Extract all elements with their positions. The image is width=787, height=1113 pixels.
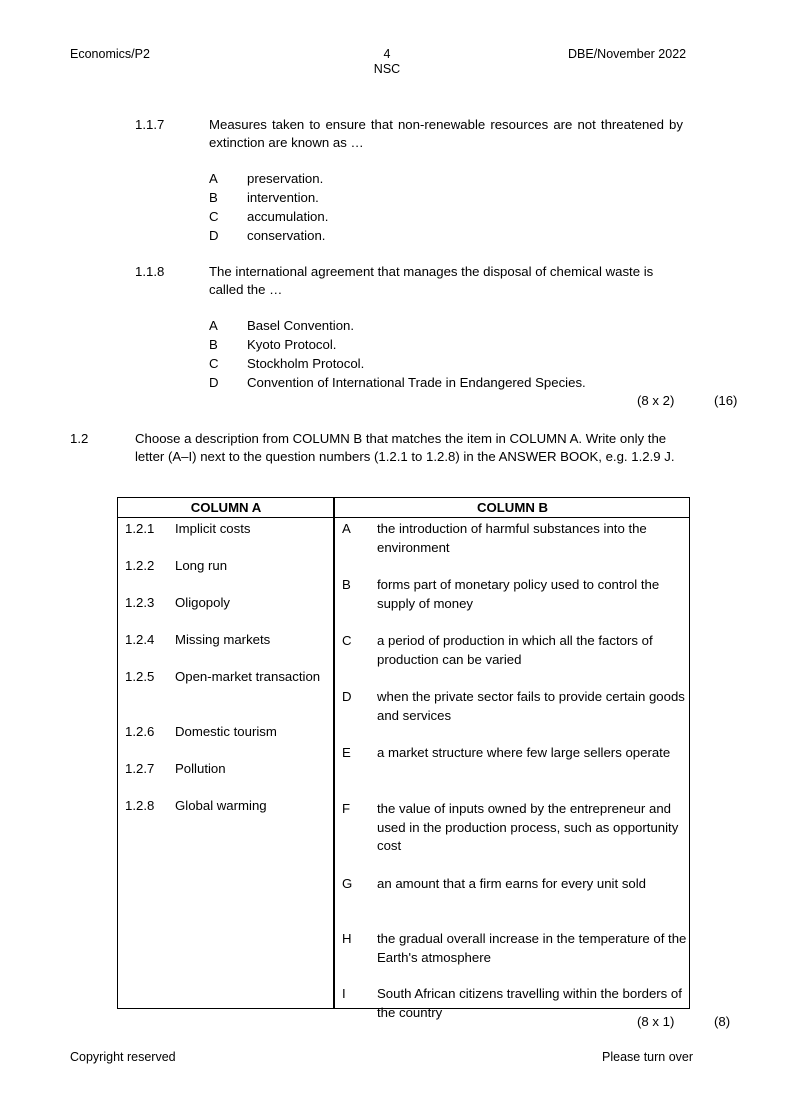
marks-calculation-1-1: (8 x 2) [637, 393, 675, 408]
option-text-e: a market structure where few large sellers operate [377, 745, 671, 760]
item-number-1-2-7: 1.2.7 [125, 761, 155, 776]
item-text-1-2-7: Pollution [175, 761, 226, 776]
column-b-body [335, 519, 689, 1020]
option-text-b: forms part of monetary policy used to control the supply of money [377, 577, 660, 611]
matching-table [117, 497, 690, 1020]
item-number-1-2-5: 1.2.5 [125, 669, 155, 684]
option-letter-1-1-8-c: C [209, 356, 219, 371]
option-text-1-1-8-d: Convention of International Trade in Endangered Species. [247, 375, 586, 390]
option-letter-1-1-8-d: D [209, 375, 219, 390]
header-paper-info: DBE/November 2022 [568, 47, 687, 61]
option-letter-e: E [342, 745, 351, 760]
option-text-1-1-7-a: preservation. [247, 171, 324, 186]
option-letter-1-1-7-d: D [209, 228, 219, 243]
option-text-1-1-8-b: Kyoto Protocol. [247, 337, 337, 352]
item-text-1-2-6: Domestic tourism [175, 724, 277, 739]
option-text-i: South African citizens travelling within the borders of the country [377, 986, 682, 1020]
option-letter-d: D [342, 689, 352, 704]
option-letter-1-1-7-a: A [209, 171, 218, 186]
question-number-1-1-8: 1.1.8 [135, 264, 165, 279]
option-text-g: an amount that a firm earns for every unit sold [377, 876, 647, 891]
question-stem-1-1-8: The international agreement that manages the disposal of chemical waste is called the … [209, 264, 654, 297]
item-number-1-2-4: 1.2.4 [125, 632, 155, 647]
option-letter-b: B [342, 577, 351, 592]
option-letter-1-1-8-b: B [209, 337, 218, 352]
option-text-1-1-7-c: accumulation. [247, 209, 329, 224]
option-text-h: the gradual overall increase in the temperature of the Earth's atmosphere [377, 931, 687, 965]
footer-copyright: Copyright reserved [70, 1050, 176, 1064]
option-letter-g: G [342, 876, 353, 891]
marks-total-1-1: (16) [714, 393, 738, 408]
item-number-1-2-2: 1.2.2 [125, 558, 155, 573]
option-text-a: the introduction of harmful substances into the environment [377, 521, 647, 555]
option-text-1-1-7-d: conservation. [247, 228, 326, 243]
question-number-1-2: 1.2 [70, 431, 89, 446]
item-text-1-2-1: Implicit costs [175, 521, 251, 536]
item-text-1-2-4: Missing markets [175, 632, 271, 647]
option-text-1-1-7-b: intervention. [247, 190, 319, 205]
question-stem-1-1-7: Measures taken to ensure that non-renewable resources are not threatened by extinction are known as … [209, 117, 683, 150]
table-header-row [118, 498, 689, 518]
option-letter-a: A [342, 521, 351, 536]
option-letter-h: H [342, 931, 352, 946]
footer-turn-over-note: Please turn over [602, 1050, 694, 1064]
column-b-header: COLUMN B [476, 500, 549, 515]
option-letter-1-1-7-b: B [209, 190, 218, 205]
question-number-1-1-7: 1.1.7 [135, 117, 165, 132]
option-letter-i: I [342, 986, 346, 1001]
item-text-1-2-3: Oligopoly [175, 595, 230, 610]
item-number-1-2-8: 1.2.8 [125, 798, 155, 813]
option-text-f: the value of inputs owned by the entrepreneur and used in the production process, such as opportunity cost [377, 801, 679, 853]
item-text-1-2-5: Open-market transaction [175, 669, 321, 684]
item-text-1-2-8: Global warming [175, 798, 267, 813]
option-letter-1-1-7-c: C [209, 209, 219, 224]
option-text-d: when the private sector fails to provide certain goods and services [377, 689, 685, 723]
marks-calculation-1-2: (8 x 1) [637, 1014, 675, 1029]
option-text-1-1-8-a: Basel Convention. [247, 318, 355, 333]
column-a-body [118, 519, 333, 1008]
option-letter-f: F [342, 801, 351, 816]
header-page-number: 4 [383, 47, 391, 61]
header-exam-body: NSC [373, 62, 401, 76]
marks-total-1-2: (8) [714, 1014, 731, 1029]
header-subject: Economics/P2 [70, 47, 150, 61]
option-text-c: a period of production in which all the factors of production can be varied [377, 633, 653, 667]
item-number-1-2-1: 1.2.1 [125, 521, 155, 536]
instruction-1-2: Choose a description from COLUMN B that matches the item in COLUMN A. Write only the letter (A–I) next to the question numbers (1.2.1 to 1.2.8) in the ANSWER BOOK, e.g. 1.2.9 J. [135, 431, 675, 464]
item-text-1-2-2: Long run [175, 558, 228, 573]
option-letter-1-1-8-a: A [209, 318, 218, 333]
option-text-1-1-8-c: Stockholm Protocol. [247, 356, 365, 371]
item-number-1-2-3: 1.2.3 [125, 595, 155, 610]
option-letter-c: C [342, 633, 352, 648]
column-a-header: COLUMN A [190, 500, 262, 515]
item-number-1-2-6: 1.2.6 [125, 724, 155, 739]
